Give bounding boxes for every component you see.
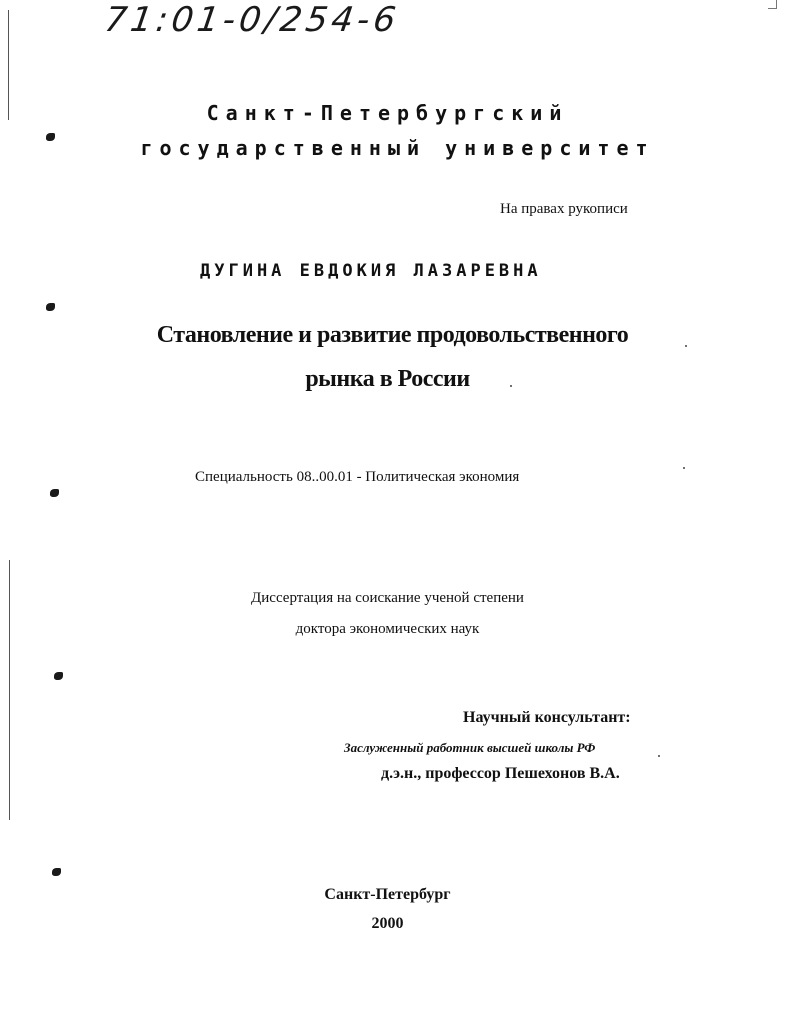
publication-year: 2000 xyxy=(371,915,404,932)
consultant-label: Научный консультант: xyxy=(463,709,631,726)
degree-statement-line1: Диссертация на соискание ученой степени xyxy=(251,590,524,606)
scan-speck xyxy=(658,755,660,757)
author-name: ДУГИНА ЕВДОКИЯ ЛАЗАРЕВНА xyxy=(200,261,542,281)
punch-hole-mark xyxy=(52,868,61,876)
university-name-line1: Санкт-Петербургский xyxy=(206,101,569,125)
dissertation-title-line1: Становление и развитие продовольственного xyxy=(156,322,629,348)
degree-statement-line2: доктора экономических наук xyxy=(295,621,480,637)
university-name-line2: государственный университет xyxy=(140,136,655,160)
scan-corner-mark xyxy=(768,0,777,9)
punch-hole-mark xyxy=(46,303,55,311)
scan-speck xyxy=(683,467,685,469)
consultant-name: д.э.н., профессор Пешехонов В.А. xyxy=(381,765,620,782)
publication-city: Санкт-Петербург xyxy=(324,886,451,903)
punch-hole-mark xyxy=(50,489,59,497)
dissertation-title-line2: рынка в России xyxy=(305,366,470,392)
handwritten-catalog-number: 71:01-0/254-6 xyxy=(102,0,402,40)
consultant-rank: Заслуженный работник высшей школы РФ xyxy=(344,740,596,755)
manuscript-rights-note: На правах рукописи xyxy=(500,201,628,217)
specialty-line: Специальность 08..00.01 - Политическая экономия xyxy=(195,469,520,485)
punch-hole-mark xyxy=(54,672,63,680)
